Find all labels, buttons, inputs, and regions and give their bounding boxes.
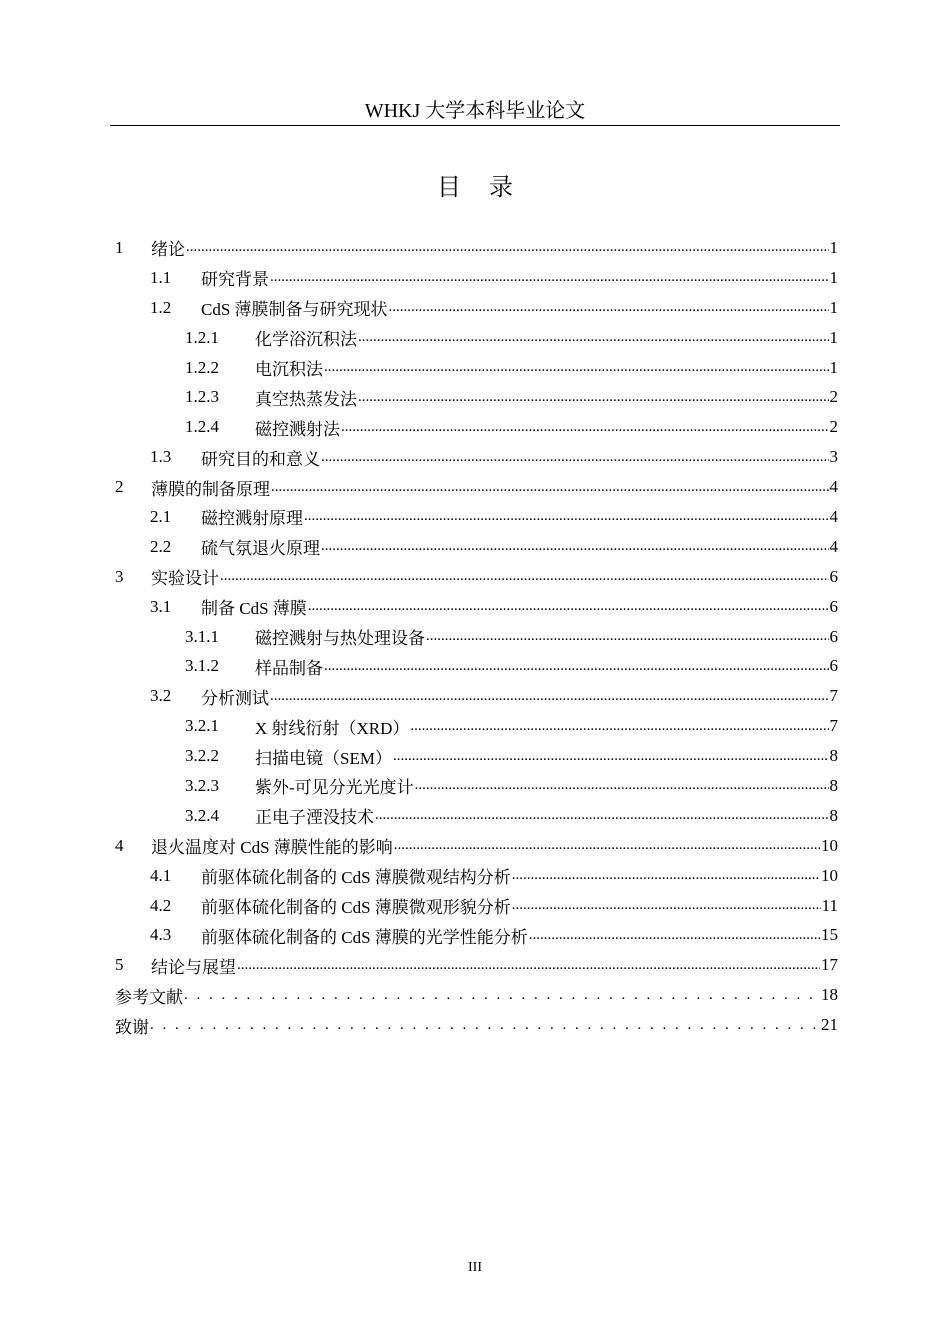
toc-entry-page: 6 <box>829 656 838 676</box>
table-of-contents <box>115 233 838 1040</box>
toc-entry-number: 3.2 <box>150 686 172 706</box>
toc-entry-page: 17 <box>821 955 838 975</box>
toc-entry-page: 7 <box>829 716 838 736</box>
dot-leader <box>358 389 829 406</box>
toc-entry-number: 3.1.2 <box>185 656 219 676</box>
toc-entry-page: 6 <box>829 596 838 616</box>
toc-entry-number: 3.1 <box>150 596 172 616</box>
toc-entry-page: 11 <box>821 895 838 915</box>
toc-entry[interactable] <box>115 831 838 861</box>
dot-leader <box>321 449 829 466</box>
toc-entry-number: 1.2.3 <box>185 387 219 407</box>
toc-entry-label: 退火温度对 CdS 薄膜性能的影响 <box>151 838 393 858</box>
page-number: III <box>468 1260 482 1275</box>
toc-entry-page: 8 <box>829 775 838 795</box>
toc-entry-page: 8 <box>829 805 838 825</box>
toc-entry-number: 5 <box>115 955 124 975</box>
toc-entry[interactable] <box>115 233 838 263</box>
toc-entry-page: 2 <box>829 417 838 437</box>
toc-entry-number: 3 <box>115 566 124 586</box>
toc-entry[interactable] <box>115 950 838 980</box>
running-header: WHKJ 大学本科毕业论文 <box>364 100 586 122</box>
dot-leader <box>270 688 829 705</box>
toc-entry-page: 1 <box>829 297 838 317</box>
toc-entry-label: X 射线衍射（XRD） <box>255 718 410 738</box>
dot-leader <box>324 359 829 376</box>
toc-entry-number: 4.2 <box>150 895 172 915</box>
toc-entry[interactable] <box>115 651 838 681</box>
toc-entry[interactable] <box>115 681 838 711</box>
toc-entry-label: 实验设计 <box>151 569 219 589</box>
toc-entry-page: 4 <box>829 506 838 526</box>
toc-entry[interactable] <box>115 382 838 412</box>
toc-entry-page: 6 <box>829 626 838 646</box>
toc-entry-page: 8 <box>829 746 838 766</box>
toc-entry-number: 1.2.4 <box>185 417 219 437</box>
toc-entry[interactable] <box>115 562 838 592</box>
toc-entry-label: 制备 CdS 薄膜 <box>201 599 307 619</box>
toc-entry-number: 2 <box>115 477 124 497</box>
toc-entry-label: 绪论 <box>151 240 185 260</box>
toc-entry[interactable] <box>115 293 838 323</box>
dot-leader <box>341 419 829 436</box>
toc-entry-label: 参考文献 <box>115 987 183 1007</box>
toc-entry-label: 正电子湮没技术 <box>255 808 374 828</box>
dot-leader <box>358 329 829 346</box>
toc-entry[interactable] <box>115 711 838 741</box>
toc-entry-number: 2.1 <box>150 506 172 526</box>
dot-leader <box>512 897 821 914</box>
dot-leader <box>415 777 829 794</box>
toc-entry[interactable] <box>115 861 838 891</box>
dot-leader <box>324 658 829 675</box>
toc-entry[interactable] <box>115 442 838 472</box>
toc-entry-number: 3.2.3 <box>185 775 219 795</box>
toc-entry-label: 结论与展望 <box>151 957 236 977</box>
toc-entry-label: 紫外-可见分光光度计 <box>255 778 414 798</box>
toc-entry-page: 15 <box>821 925 838 945</box>
toc-entry-label: 样品制备 <box>255 658 323 678</box>
dot-leader <box>270 269 829 286</box>
toc-entry-page: 4 <box>829 477 838 497</box>
dot-leader <box>271 479 829 496</box>
toc-entry-label: 分析测试 <box>201 688 269 708</box>
toc-entry-label: 磁控溅射法 <box>255 419 340 439</box>
toc-entry-page: 6 <box>829 566 838 586</box>
toc-entry-acknowledgements[interactable] <box>115 1010 838 1040</box>
header-rule <box>110 125 840 126</box>
dot-leader <box>186 239 829 256</box>
toc-entry[interactable] <box>115 592 838 622</box>
toc-entry-label: 电沉积法 <box>255 360 323 379</box>
toc-entry[interactable] <box>115 891 838 921</box>
dot-leader <box>512 867 820 884</box>
dot-leader <box>220 568 829 585</box>
dot-leader <box>184 987 820 1004</box>
toc-entry-number: 1 <box>115 237 124 257</box>
dot-leader <box>304 508 829 525</box>
dot-leader <box>308 598 829 615</box>
toc-entry-number: 4.3 <box>150 925 172 945</box>
toc-entry-references[interactable] <box>115 980 838 1010</box>
toc-entry-page: 21 <box>821 1015 838 1035</box>
toc-entry-number: 3.2.1 <box>185 716 219 736</box>
toc-entry[interactable] <box>115 622 838 652</box>
dot-leader <box>529 927 820 944</box>
toc-title: 目录 <box>437 175 541 201</box>
toc-entry-page: 3 <box>829 447 838 467</box>
toc-entry-label: 磁控溅射原理 <box>201 509 303 529</box>
toc-entry-number: 4 <box>115 835 124 855</box>
dot-leader <box>410 718 828 735</box>
toc-entry-label: 磁控溅射与热处理设备 <box>255 629 425 649</box>
toc-entry[interactable] <box>115 532 838 562</box>
toc-entry-label: 薄膜的制备原理 <box>151 479 270 499</box>
toc-entry-number: 4.1 <box>150 865 172 885</box>
toc-entry[interactable] <box>115 771 838 801</box>
toc-entry[interactable] <box>115 353 838 383</box>
toc-entry-page: 10 <box>821 835 838 855</box>
toc-entry[interactable] <box>115 263 838 293</box>
dot-leader <box>394 837 820 854</box>
toc-entry[interactable] <box>115 412 838 442</box>
toc-entry-label: CdS 薄膜制备与研究现状 <box>201 300 388 320</box>
toc-entry-page: 1 <box>829 327 838 347</box>
toc-entry-label: 致谢 <box>115 1017 149 1037</box>
toc-entry-label: 真空热蒸发法 <box>255 389 357 409</box>
toc-entry[interactable] <box>115 920 838 950</box>
toc-entry-number: 1.1 <box>150 267 172 287</box>
toc-entry-label: 化学浴沉积法 <box>255 330 357 350</box>
dot-leader <box>426 628 829 645</box>
toc-entry-number: 1.3 <box>150 447 172 467</box>
toc-entry-number: 2.2 <box>150 536 172 556</box>
toc-entry-page: 10 <box>821 865 838 885</box>
toc-entry-number: 3.2.2 <box>185 746 219 766</box>
toc-entry[interactable] <box>115 801 838 831</box>
dot-leader <box>321 538 829 555</box>
toc-entry-page: 1 <box>829 267 838 287</box>
toc-entry[interactable] <box>115 472 838 502</box>
dot-leader <box>389 299 829 316</box>
toc-entry-page: 4 <box>829 536 838 556</box>
toc-entry-number: 1.2 <box>150 297 172 317</box>
toc-entry-label: 研究目的和意义 <box>201 449 320 469</box>
toc-entry-page: 1 <box>829 237 838 257</box>
toc-entry-label: 扫描电镜（SEM） <box>255 748 392 768</box>
toc-entry-label: 硫气氛退火原理 <box>201 539 320 559</box>
dot-leader <box>150 1017 820 1034</box>
toc-entry[interactable] <box>115 502 838 532</box>
toc-entry-label: 研究背景 <box>201 270 269 290</box>
toc-entry-page: 7 <box>829 686 838 706</box>
toc-entry-page: 1 <box>829 357 838 377</box>
toc-entry-label: 前驱体硫化制备的 CdS 薄膜微观形貌分析 <box>201 898 511 918</box>
toc-entry-label: 前驱体硫化制备的 CdS 薄膜的光学性能分析 <box>201 927 528 947</box>
toc-entry-number: 1.2.2 <box>185 357 219 377</box>
toc-entry[interactable] <box>115 741 838 771</box>
toc-entry-number: 3.1.1 <box>185 626 219 646</box>
toc-entry-number: 1.2.1 <box>185 327 219 347</box>
toc-entry[interactable] <box>115 323 838 353</box>
toc-entry-label: 前驱体硫化制备的 CdS 薄膜微观结构分析 <box>201 868 511 888</box>
dot-leader <box>375 807 829 824</box>
dot-leader <box>237 957 820 974</box>
toc-entry-number: 3.2.4 <box>185 805 219 825</box>
toc-entry-page: 18 <box>821 985 838 1005</box>
toc-entry-page: 2 <box>829 387 838 407</box>
dot-leader <box>393 748 829 765</box>
